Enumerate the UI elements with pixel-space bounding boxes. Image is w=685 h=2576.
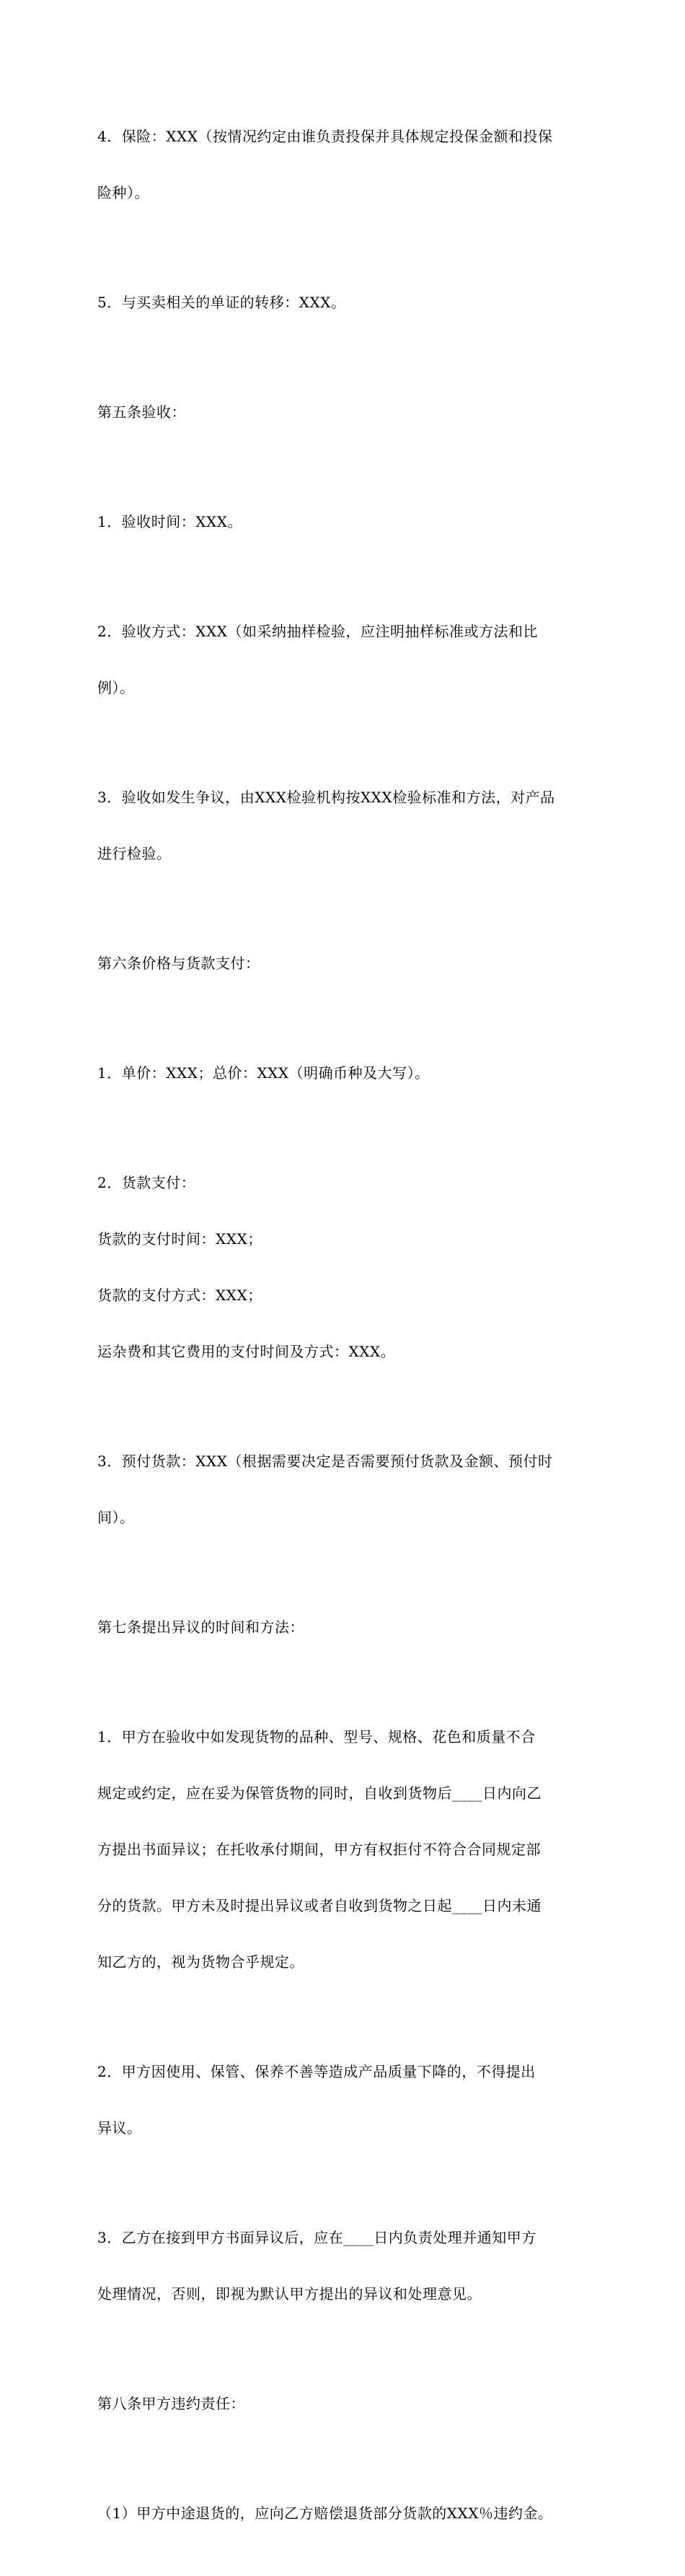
paragraph-unit-price	[97, 1026, 595, 1120]
text-line: 处理情况，否则，即视为默认甲方提出的异议和处理意见。	[97, 2285, 482, 2303]
text-line: 4．保险：XXX（按情况约定由谁负责投保并具体规定投保金额和投保	[97, 128, 553, 145]
text-line: 1．验收时间：XXX。	[97, 513, 242, 530]
paragraph-prepayment	[97, 1414, 595, 1564]
text-line: 1．甲方在验收中如发现货物的品种、型号、规格、花色和质量不合	[97, 1728, 536, 1745]
paragraph-objection-3	[97, 2191, 595, 2341]
text-line: 3．验收如发生争议，由XXX检验机构按XXX检验标准和方法，对产品	[97, 789, 555, 806]
text-line: 例）。	[97, 679, 135, 696]
paragraph-document-transfer	[97, 255, 595, 349]
text-line: 异议。	[97, 2119, 142, 2137]
text-line: 2．验收方式：XXX（如采纳抽样检验，应注明抽样标准或方法和比	[97, 623, 538, 640]
text-line: 运杂费和其它费用的支付时间及方式：XXX。	[97, 1343, 396, 1360]
text-line: 第七条提出异议的时间和方法：	[97, 1618, 304, 1636]
text-line: 3．预付货款：XXX（根据需要决定是否需要预付货款及金额、预付时	[97, 1453, 553, 1470]
document-page	[97, 89, 595, 2576]
text-line: 规定或约定，应在妥为保管货物的同时，自收到货物后____日内向乙	[97, 1784, 542, 1802]
paragraph-liability-1	[97, 2466, 595, 2560]
text-line: 第六条价格与货款支付：	[97, 955, 260, 972]
text-line: 1．单价：XXX；总价：XXX（明确币种及大写）。	[97, 1064, 430, 1082]
text-line: 3．乙方在接到甲方书面异议后，应在____日内负责处理并通知甲方	[97, 2229, 536, 2246]
section-heading-price-payment	[97, 916, 595, 1010]
section-heading-party-a-liability	[97, 2357, 595, 2450]
text-line: 2．甲方因使用、保管、保养不善等造成产品质量下降的，不得提出	[97, 2063, 536, 2080]
text-line: 第五条验收：	[97, 403, 186, 421]
paragraph-acceptance-time	[97, 475, 595, 569]
paragraph-acceptance-method	[97, 584, 595, 735]
text-line: 方提出书面异议；在托收承付期间，甲方有权拒付不符合合同规定部	[97, 1841, 541, 1858]
text-line: 5．与买卖相关的单证的转移：XXX。	[97, 294, 346, 311]
section-heading-acceptance	[97, 365, 595, 459]
text-line: 2．货款支付：	[97, 1174, 196, 1191]
text-line: 间）。	[97, 1509, 135, 1526]
paragraph-objection-1	[97, 1690, 595, 2009]
section-heading-objection	[97, 1580, 595, 1674]
paragraph-acceptance-dispute	[97, 750, 595, 901]
paragraph-payment	[97, 1136, 595, 1398]
text-line: 险种）。	[97, 184, 149, 201]
text-line: 第八条甲方违约责任：	[97, 2395, 245, 2412]
text-line: 知乙方的，视为货物合乎规定。	[97, 1953, 304, 1971]
text-line: 货款的支付方式：XXX；	[97, 1287, 262, 1304]
paragraph-insurance	[97, 89, 595, 240]
paragraph-objection-2	[97, 2025, 595, 2175]
text-line: 货款的支付时间：XXX；	[97, 1230, 262, 1248]
text-line: （1）甲方中途退货的，应向乙方赔偿退货部分货款的XXX％违约金。	[97, 2505, 553, 2522]
text-line: 分的货款。甲方未及时提出异议或者自收到货物之日起____日内未通	[97, 1897, 542, 1914]
text-line: 进行检验。	[97, 845, 172, 862]
